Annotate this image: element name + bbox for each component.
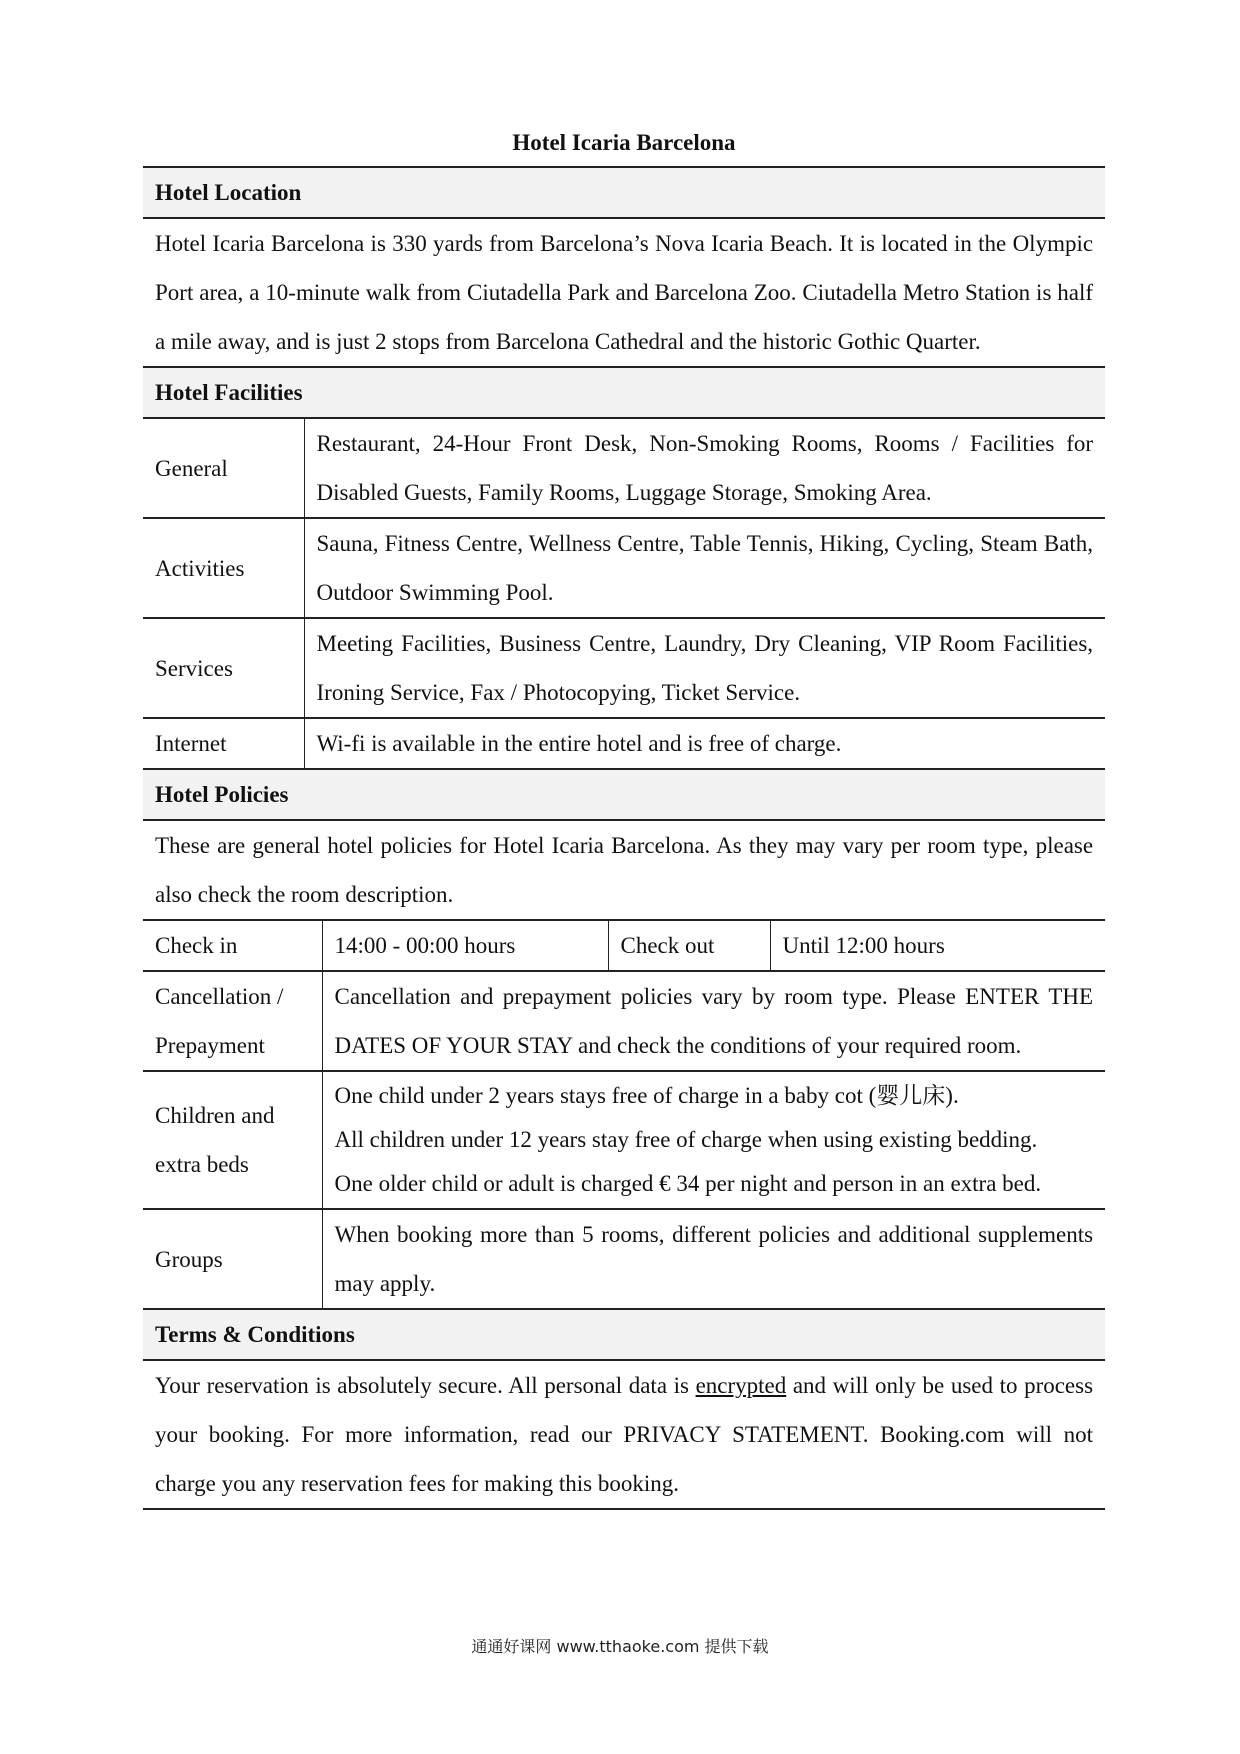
terms-text	[143, 1360, 1105, 1509]
terms-heading-row	[143, 1309, 1105, 1360]
cancellation-label: Cancellation / Prepayment	[143, 971, 322, 1071]
facility-row-services	[143, 618, 1105, 718]
facility-label-internet: Internet	[143, 718, 304, 769]
checkin-label: Check in	[143, 920, 322, 971]
facility-row-internet	[143, 718, 1105, 769]
checkout-value: Until 12:00 hours	[770, 920, 1105, 971]
groups-label: Groups	[143, 1209, 322, 1309]
facility-row-activities	[143, 518, 1105, 618]
checkout-label: Check out	[608, 920, 770, 971]
children-label: Children and extra beds	[143, 1071, 322, 1209]
facilities-heading-row	[143, 367, 1105, 418]
groups-text: When booking more than 5 rooms, different policies and additional supplements may apply.	[322, 1209, 1105, 1309]
children-text	[322, 1071, 1105, 1209]
facility-text-internet: Wi-fi is available in the entire hotel and is free of charge.	[304, 718, 1105, 769]
children-line-3: One older child or adult is charged € 34 per night and person in an extra bed.	[334, 1171, 1042, 1196]
location-row	[143, 218, 1105, 367]
terms-heading: Terms & Conditions	[143, 1309, 1105, 1360]
checkin-value: 14:00 - 00:00 hours	[322, 920, 608, 971]
facility-label-general: General	[143, 418, 304, 518]
terms-text-after: and will only be used to process your booking. For more information, read our PRIVACY STATEMENT. Booking.com will not charge you any reservation fees for making this booking.	[155, 1373, 1094, 1496]
hotel-info-table	[143, 166, 1105, 1510]
groups-row	[143, 1209, 1105, 1309]
policies-heading: Hotel Policies	[143, 769, 1105, 820]
cancellation-row	[143, 971, 1105, 1071]
terms-text-before: Your reservation is absolutely secure. All personal data is	[155, 1373, 696, 1398]
children-line-2: All children under 12 years stay free of charge when using existing bedding.	[334, 1127, 1038, 1152]
facility-text-services: Meeting Facilities, Business Centre, Laundry, Dry Cleaning, VIP Room Facilities, Ironing Service, Fax / Photocopying, Ticket Service.	[304, 618, 1105, 718]
facility-label-activities: Activities	[143, 518, 304, 618]
location-heading-row	[143, 167, 1105, 218]
policies-intro: These are general hotel policies for Hotel Icaria Barcelona. As they may vary per room type, please also check the room description.	[143, 820, 1105, 920]
policies-intro-row	[143, 820, 1105, 920]
location-heading: Hotel Location	[143, 167, 1105, 218]
facility-row-general	[143, 418, 1105, 518]
children-row	[143, 1071, 1105, 1209]
policies-heading-row	[143, 769, 1105, 820]
page-footer: 通通好课网 www.tthaoke.com 提供下载	[471, 1637, 769, 1656]
children-line-1: One child under 2 years stays free of charge in a baby cot (婴儿床).	[334, 1083, 959, 1108]
document-title: Hotel Icaria Barcelona	[512, 130, 736, 155]
checkin-row	[143, 920, 1105, 971]
facility-label-services: Services	[143, 618, 304, 718]
terms-row	[143, 1360, 1105, 1509]
facility-text-general: Restaurant, 24-Hour Front Desk, Non-Smoking Rooms, Rooms / Facilities for Disabled Guests, Family Rooms, Luggage Storage, Smoking Area.	[304, 418, 1105, 518]
location-text: Hotel Icaria Barcelona is 330 yards from Barcelona’s Nova Icaria Beach. It is located in the Olympic Port area, a 10-minute walk from Ciutadella Park and Barcelona Zoo. Ciutadella Metro Station is half a mile away, and is just 2 stops from Barcelona Cathedral and the historic Gothic Quarter.	[143, 218, 1105, 367]
facility-text-activities: Sauna, Fitness Centre, Wellness Centre, Table Tennis, Hiking, Cycling, Steam Bath, Outdoor Swimming Pool.	[304, 518, 1105, 618]
encrypted-link[interactable]: encrypted	[695, 1373, 787, 1398]
cancellation-text: Cancellation and prepayment policies vary by room type. Please ENTER THE DATES OF YOUR STAY and check the conditions of your required room.	[322, 971, 1105, 1071]
facilities-heading: Hotel Facilities	[143, 367, 1105, 418]
